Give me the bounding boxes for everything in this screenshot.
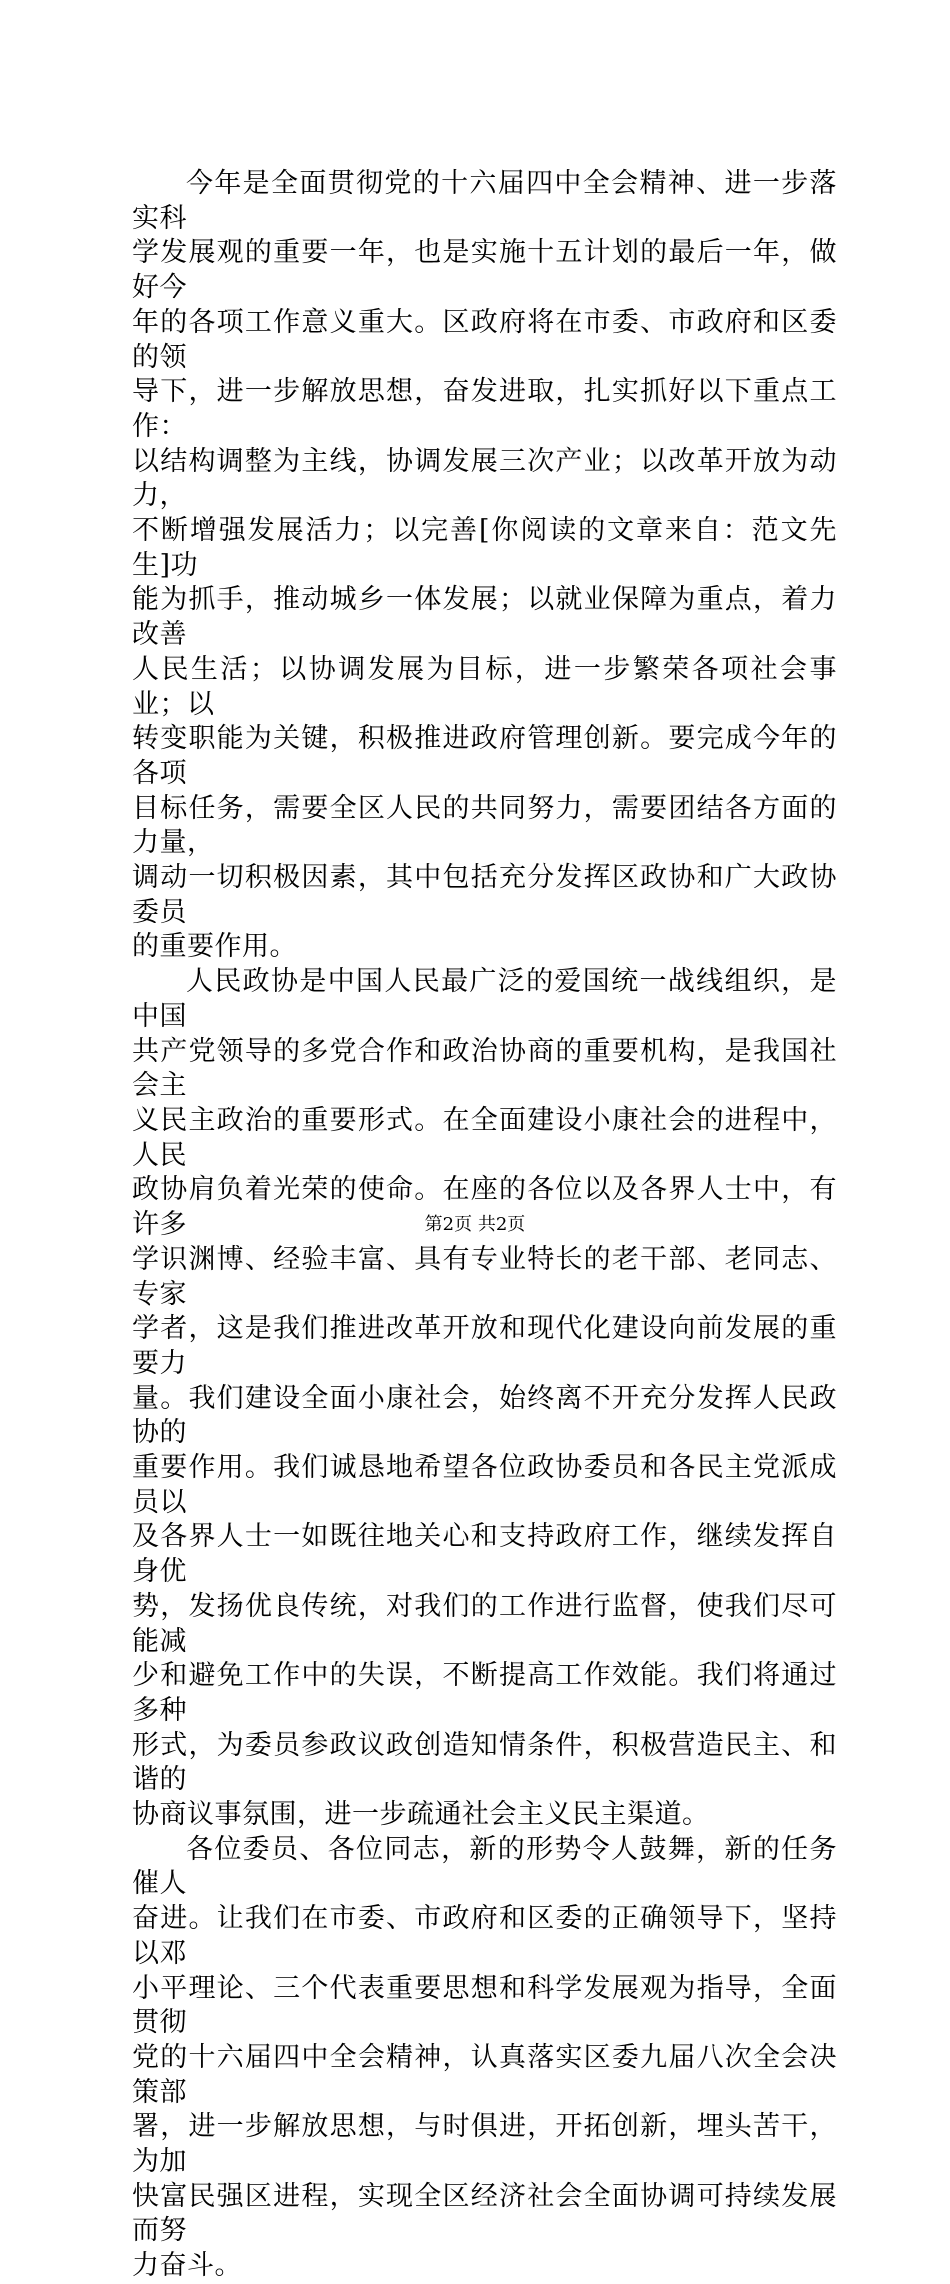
paragraph-1: 今年是全面贯彻党的十六届四中全会精神、进一步落实科 学发展观的重要一年，也是实施十五计划的最后一年，做好今 年的各项工作意义重大。区政府将在市委、市政府和区委的领 导下，进一步解放思想，奋发进取，扎实抓好以下重点工作： 以结构调整为主线，协调发展三次产业；以改革开放为动力， 不断增强发展活力；以完善[你阅读的文章来自：范文先生]功 能为抓手，推动城乡一体发展；以就业保障为重点，着力改善 人民生活；以协调发展为目标，进一步繁荣各项社会事业；以 转变职能为关键，积极推进政府管理创新。要完成今年的各项 目标任务，需要全区人民的共同努力，需要团结各方面的力量， 调动一切积极因素，其中包括充分发挥区政协和广大政协委员 的重要作用。	[132, 168, 837, 963]
paragraph-2: 人民政协是中国人民最广泛的爱国统一战线组织，是中国 共产党领导的多党合作和政治协商的重要机构，是我国社会主 义民主政治的重要形式。在全面建设小康社会的进程中，人民 政协肩负着光荣的使命。在座的各位以及各界人士中，有许多 学识渊博、经验丰富、具有专业特长的老干部、老同志、专家 学者，这是我们推进改革开放和现代化建设向前发展的重要力 量。我们建设全面小康社会，始终离不开充分发挥人民政协的 重要作用。我们诚恳地希望各位政协委员和各民主党派成员以 及各界人士一如既往地关心和支持政府工作，继续发挥自身优 势，发扬优良传统，对我们的工作进行监督，使我们尽可能减 少和避免工作中的失误，不断提高工作效能。我们将通过多种 形式，为委员参政议政创造知情条件，积极营造民主、和谐的 协商议事氛围，进一步疏通社会主义民主渠道。	[132, 966, 837, 1831]
page-number-footer: 第2页 共2页	[424, 1214, 526, 1235]
paragraph-3: 各位委员、各位同志，新的形势令人鼓舞，新的任务催人 奋进。让我们在市委、市政府和区委的正确领导下，坚持以邓 小平理论、三个代表重要思想和科学发展观为指导，全面贯彻 党的十六届四中全会精神，认真落实区委九届八次全会决策部 署，进一步解放思想，与时俱进，开拓创新，埋头苦干，为加 快富民强区进程，实现全区经济社会全面协调可持续发展而努 力奋斗。	[132, 1833, 837, 2282]
